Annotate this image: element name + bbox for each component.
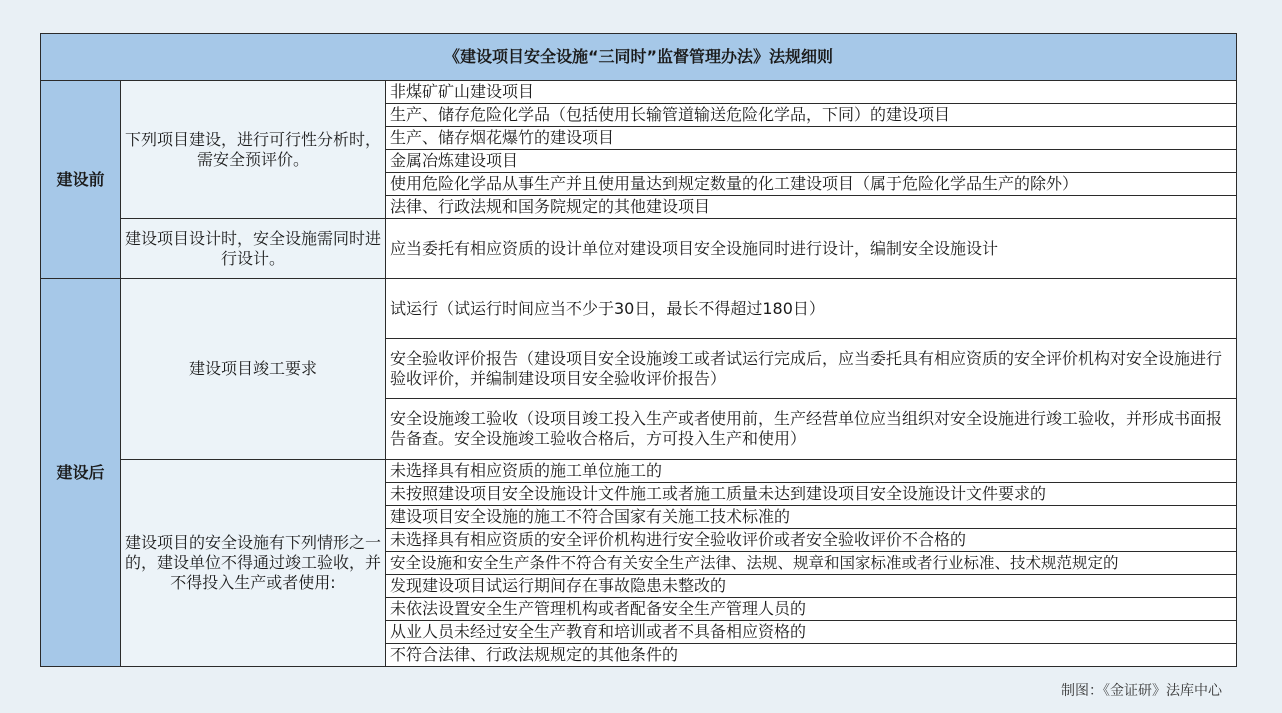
before-group2-desc: 建设项目设计时，安全设施需同时进行设计。 [121, 219, 386, 279]
list-item: 安全设施和安全生产条件不符合有关安全生产法律、法规、规章和国家标准或者行业标准、技术规范规定的 [386, 552, 1237, 575]
table-row [41, 219, 1237, 279]
table-row [41, 279, 1237, 339]
after-group2-desc: 建设项目的安全设施有下列情形之一的，建设单位不得通过竣工验收，并不得投入生产或者使用: [121, 460, 386, 667]
list-item: 非煤矿矿山建设项目 [386, 81, 1237, 104]
list-item: 法律、行政法规和国务院规定的其他建设项目 [386, 196, 1237, 219]
list-item: 未选择具有相应资质的施工单位施工的 [386, 460, 1237, 483]
list-item: 未按照建设项目安全设施设计文件施工或者施工质量未达到建设项目安全设施设计文件要求的 [386, 483, 1237, 506]
list-item: 未选择具有相应资质的安全评价机构进行安全验收评价或者安全验收评价不合格的 [386, 529, 1237, 552]
stage-after: 建设后 [41, 279, 121, 667]
table-row [41, 460, 1237, 483]
regulation-table [40, 33, 1237, 667]
list-item: 未依法设置安全生产管理机构或者配备安全生产管理人员的 [386, 598, 1237, 621]
image-credit: 制图：《金证研》法库中心 [1061, 683, 1222, 699]
before-group1-desc: 下列项目建设，进行可行性分析时，需安全预评价。 [121, 81, 386, 219]
list-item: 不符合法律、行政法规规定的其他条件的 [386, 644, 1237, 667]
title-row [41, 34, 1237, 81]
list-item: 金属冶炼建设项目 [386, 150, 1237, 173]
after-group1-desc: 建设项目竣工要求 [121, 279, 386, 460]
list-item: 安全验收评价报告（建设项目安全设施竣工或者试运行完成后，应当委托具有相应资质的安全评价机构对安全设施进行验收评价，并编制建设项目安全验收评价报告） [386, 339, 1237, 399]
list-item: 生产、储存危险化学品（包括使用长输管道输送危险化学品，下同）的建设项目 [386, 104, 1237, 127]
list-item: 安全设施竣工验收（设项目竣工投入生产或者使用前，生产经营单位应当组织对安全设施进行竣工验收，并形成书面报告备查。安全设施竣工验收合格后，方可投入生产和使用） [386, 399, 1237, 460]
table-title: 《建设项目安全设施“三同时”监督管理办法》法规细则 [41, 34, 1237, 81]
list-item: 发现建设项目试运行期间存在事故隐患未整改的 [386, 575, 1237, 598]
list-item: 试运行（试运行时间应当不少于30日，最长不得超过180日） [386, 279, 1237, 339]
stage-before: 建设前 [41, 81, 121, 279]
list-item: 建设项目安全设施的施工不符合国家有关施工技术标准的 [386, 506, 1237, 529]
list-item: 使用危险化学品从事生产并且使用量达到规定数量的化工建设项目（属于危险化学品生产的除外） [386, 173, 1237, 196]
list-item: 生产、储存烟花爆竹的建设项目 [386, 127, 1237, 150]
list-item: 应当委托有相应资质的设计单位对建设项目安全设施同时进行设计，编制安全设施设计 [386, 219, 1237, 279]
list-item: 从业人员未经过安全生产教育和培训或者不具备相应资格的 [386, 621, 1237, 644]
table-row [41, 81, 1237, 104]
